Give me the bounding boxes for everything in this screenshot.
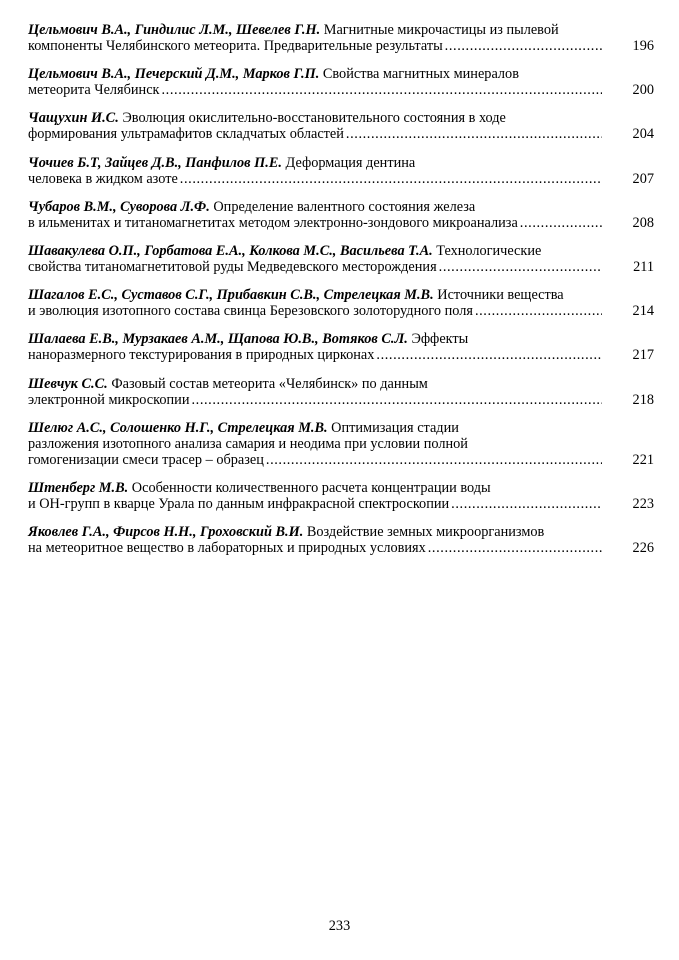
toc-entry bbox=[28, 66, 654, 98]
toc-entry-line-text bbox=[28, 524, 544, 540]
toc-entry-line bbox=[28, 540, 654, 556]
toc-entry-line bbox=[28, 199, 654, 215]
toc-entry-body bbox=[28, 66, 654, 98]
toc-entry-line bbox=[28, 331, 654, 347]
toc-entry-line bbox=[28, 259, 654, 275]
toc-entry-line bbox=[28, 126, 654, 142]
toc-entry-title-fragment: Оптимизация стадии bbox=[331, 419, 459, 436]
leader-dots bbox=[439, 259, 602, 275]
toc-entry-line bbox=[28, 376, 654, 392]
toc-entry-page-number: 207 bbox=[632, 170, 654, 187]
leader-dots bbox=[191, 392, 602, 408]
toc-entry-page-number: 223 bbox=[632, 495, 654, 512]
toc-entry-line bbox=[28, 66, 654, 82]
toc-entry-line-text bbox=[28, 392, 189, 408]
toc-entry-line bbox=[28, 392, 654, 408]
leader-dots bbox=[266, 452, 602, 468]
toc-entry-line-text bbox=[28, 331, 468, 347]
toc-entry-page-number: 208 bbox=[632, 214, 654, 231]
toc-entry-title-fragment: электронной микроскопии bbox=[28, 391, 190, 408]
toc-entry-line-text bbox=[28, 110, 506, 126]
toc-entry-line bbox=[28, 480, 654, 496]
toc-entry-line bbox=[28, 38, 654, 54]
toc-entry-line-text bbox=[28, 82, 160, 98]
toc-entry-authors: Цельмович В.А., Печерский Д.М., Марков Г.П. bbox=[28, 66, 320, 83]
toc-entry-line-text bbox=[28, 66, 519, 82]
leader-dots bbox=[180, 171, 602, 187]
toc-entry bbox=[28, 376, 654, 408]
toc-entry-title-fragment: Воздействие земных микроорганизмов bbox=[306, 524, 545, 541]
toc-entry-line-text bbox=[28, 215, 518, 231]
toc-entry-page-number: 211 bbox=[633, 258, 654, 275]
toc-entry-line bbox=[28, 22, 654, 38]
toc-entry-title-fragment: наноразмерного текстурирования в природных цирконах bbox=[28, 347, 375, 364]
toc-entry-body bbox=[28, 22, 654, 54]
toc-entry-authors: Цельмович В.А., Гиндилис Л.М., Шевелев Г.Н. bbox=[28, 22, 321, 38]
leader-dots bbox=[520, 215, 602, 231]
toc-entry-authors: Чащухин И.С. bbox=[28, 110, 119, 127]
toc-entry-page-number: 200 bbox=[632, 82, 654, 99]
toc-entry bbox=[28, 199, 654, 231]
toc-entry-line-text bbox=[28, 452, 264, 468]
toc-entry bbox=[28, 331, 654, 363]
toc-entry-body bbox=[28, 199, 654, 231]
toc-entry-body bbox=[28, 331, 654, 363]
toc-entry-line-text bbox=[28, 496, 449, 512]
toc-entry-title-fragment: метеорита Челябинск bbox=[28, 82, 160, 99]
toc-entry-title-fragment: человека в жидком азоте bbox=[28, 170, 178, 187]
toc-entry bbox=[28, 480, 654, 512]
toc-entry-page-number: 196 bbox=[632, 38, 654, 54]
toc-entry-body bbox=[28, 376, 654, 408]
toc-entry-line bbox=[28, 287, 654, 303]
leader-dots bbox=[428, 540, 602, 556]
toc-entry-authors: Чубаров В.М., Суворова Л.Ф. bbox=[28, 198, 210, 215]
toc-entry-line bbox=[28, 82, 654, 98]
toc-entry-line bbox=[28, 524, 654, 540]
page-number: 233 bbox=[328, 918, 351, 934]
toc-entry-title-fragment: Свойства магнитных минералов bbox=[322, 66, 519, 83]
table-of-contents bbox=[28, 22, 654, 568]
toc-entry-line-text bbox=[28, 540, 426, 556]
toc-entry-authors: Шавакулева О.П., Горбатова Е.А., Колкова М.С., Васильева Т.А. bbox=[28, 242, 433, 259]
toc-entry-title-fragment: Магнитные микрочастицы из пылевой bbox=[323, 22, 559, 38]
toc-entry-line-text bbox=[28, 199, 475, 215]
toc-entry-authors: Шевчук С.С. bbox=[28, 375, 108, 392]
toc-entry-title-fragment: Определение валентного состояния железа bbox=[213, 198, 476, 215]
leader-dots bbox=[475, 303, 602, 319]
leader-dots bbox=[346, 126, 602, 142]
toc-entry-line-text bbox=[28, 480, 491, 496]
toc-entry bbox=[28, 420, 654, 468]
toc-entry-line-text bbox=[28, 287, 564, 303]
toc-entry-body bbox=[28, 110, 654, 142]
toc-entry-title-fragment: гомогенизации смеси трасер – образец bbox=[28, 451, 264, 468]
toc-entry-line bbox=[28, 452, 654, 468]
toc-entry-line-text bbox=[28, 243, 541, 259]
toc-entry-line-text bbox=[28, 259, 437, 275]
toc-entry-line bbox=[28, 436, 654, 452]
leader-dots bbox=[162, 82, 602, 98]
toc-entry-line-text bbox=[28, 22, 559, 38]
toc-entry-line bbox=[28, 420, 654, 436]
toc-entry-title-fragment: Эффекты bbox=[411, 331, 469, 348]
toc-entry-page-number: 204 bbox=[632, 126, 654, 143]
toc-entry-page-number: 226 bbox=[632, 540, 654, 557]
toc-entry-authors: Яковлев Г.А., Фирсов Н.Н., Гроховский В.И. bbox=[28, 524, 304, 541]
toc-entry-body bbox=[28, 420, 654, 468]
toc-entry-title-fragment: и ОН-групп в кварце Урала по данным инфракрасной спектроскопии bbox=[28, 495, 450, 512]
toc-entry-title-fragment: разложения изотопного анализа самария и неодима при условии полной bbox=[28, 435, 468, 452]
toc-entry-title-fragment: в ильменитах и титаномагнетитах методом электронно-зондового микроанализа bbox=[28, 214, 518, 231]
toc-entry-line bbox=[28, 215, 654, 231]
toc-entry-title-fragment: Источники вещества bbox=[437, 287, 564, 304]
toc-entry-line bbox=[28, 155, 654, 171]
toc-entry-line-text bbox=[28, 347, 374, 363]
toc-entry bbox=[28, 287, 654, 319]
toc-entry-title-fragment: Деформация дентина bbox=[285, 154, 416, 171]
toc-entry-line bbox=[28, 303, 654, 319]
toc-entry bbox=[28, 243, 654, 275]
leader-dots bbox=[451, 496, 602, 512]
toc-entry-line bbox=[28, 243, 654, 259]
toc-entry bbox=[28, 22, 654, 54]
toc-entry-line bbox=[28, 171, 654, 187]
toc-entry-authors: Шагалов Е.С., Суставов С.Г., Прибавкин С.В., Стрелецкая М.В. bbox=[28, 287, 434, 304]
toc-entry-title-fragment: Эволюция окислительно-восстановительного состояния в ходе bbox=[122, 110, 506, 127]
toc-entry-title-fragment: Технологические bbox=[436, 242, 542, 259]
toc-entry-page-number: 217 bbox=[632, 347, 654, 364]
toc-entry-line-text bbox=[28, 126, 344, 142]
toc-entry-line-text bbox=[28, 376, 428, 392]
toc-entry-body bbox=[28, 243, 654, 275]
toc-entry-title-fragment: Фазовый состав метеорита «Челябинск» по данным bbox=[111, 375, 428, 392]
toc-entry bbox=[28, 524, 654, 556]
toc-entry bbox=[28, 155, 654, 187]
toc-entry-title-fragment: компоненты Челябинского метеорита. Предварительные результаты bbox=[28, 38, 443, 54]
toc-entry-body bbox=[28, 480, 654, 512]
toc-entry-authors: Чочиев Б.Т, Зайцев Д.В., Панфилов П.Е. bbox=[28, 154, 282, 171]
toc-entry-body bbox=[28, 155, 654, 187]
toc-entry-line bbox=[28, 496, 654, 512]
toc-entry-page-number: 218 bbox=[632, 391, 654, 408]
toc-entry-title-fragment: и эволюция изотопного состава свинца Березовского золоторудного поля bbox=[28, 303, 473, 320]
toc-entry-line bbox=[28, 110, 654, 126]
toc-entry-line-text bbox=[28, 38, 443, 54]
toc-entry-title-fragment: свойства титаномагнетитовой руды Медведевского месторождения bbox=[28, 258, 437, 275]
toc-entry-authors: Шелюг А.С., Солошенко Н.Г., Стрелецкая М.В. bbox=[28, 419, 328, 436]
leader-dots bbox=[445, 38, 602, 54]
toc-entry-line bbox=[28, 347, 654, 363]
toc-entry-line-text bbox=[28, 420, 459, 436]
toc-entry-line-text bbox=[28, 155, 415, 171]
toc-entry-page-number: 214 bbox=[632, 303, 654, 320]
toc-entry-authors: Штенберг М.В. bbox=[28, 479, 129, 496]
toc-entry-title-fragment: на метеоритное вещество в лабораторных и природных условиях bbox=[28, 540, 426, 557]
toc-entry-line-text bbox=[28, 171, 178, 187]
toc-entry-authors: Шалаева Е.В., Мурзакаев А.М., Щапова Ю.В., Вотяков С.Л. bbox=[28, 331, 408, 348]
toc-entry-line-text bbox=[28, 303, 473, 319]
toc-entry-body bbox=[28, 524, 654, 556]
toc-entry-body bbox=[28, 287, 654, 319]
toc-entry bbox=[28, 110, 654, 142]
toc-entry-page-number: 221 bbox=[632, 451, 654, 468]
toc-entry-line-text bbox=[28, 436, 468, 452]
toc-entry-title-fragment: формирования ультрамафитов складчатых областей bbox=[28, 126, 344, 143]
toc-entry-title-fragment: Особенности количественного расчета концентрации воды bbox=[131, 479, 491, 496]
leader-dots bbox=[376, 347, 602, 363]
